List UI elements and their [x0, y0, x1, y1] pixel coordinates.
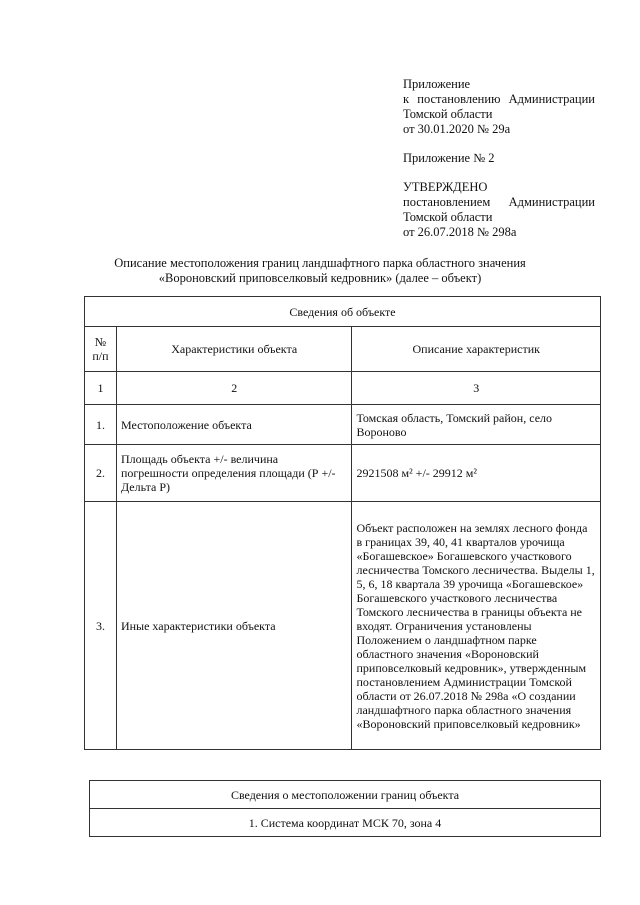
- row-desc: 2921508 м² +/- 29912 м²: [352, 445, 601, 502]
- approved-line: постановлением Администрации: [403, 195, 595, 209]
- boundary-info-table: [89, 780, 601, 837]
- appendix-number: [403, 151, 495, 166]
- coordinate-system: 1. Система координат МСК 70, зона 4: [90, 809, 601, 837]
- approved-line: УТВЕРЖДЕНО: [403, 180, 488, 194]
- header-characteristics: Характеристики объекта: [116, 327, 352, 372]
- header-num: № п/п: [85, 327, 117, 372]
- row-name: Иные характеристики объекта: [116, 502, 352, 750]
- row-num: 2.: [85, 445, 117, 502]
- appendix-line: Приложение: [403, 77, 471, 91]
- appendix-line: Томской области: [403, 107, 493, 121]
- row-num: 3.: [85, 502, 117, 750]
- title-line-2: «Вороновский приповселковый кедровник» (далее – объект): [158, 271, 482, 285]
- table-caption: Сведения о местоположении границ объекта: [90, 781, 601, 809]
- appendix-header: [403, 77, 595, 137]
- row-num: 1.: [85, 405, 117, 445]
- approved-block: [403, 180, 595, 240]
- table-caption: Сведения об объекте: [85, 297, 601, 327]
- column-number: 2: [116, 372, 352, 405]
- header-description: Описание характеристик: [352, 327, 601, 372]
- table-row: [85, 445, 601, 502]
- approved-line: Томской области: [403, 210, 493, 224]
- appendix-number-text: Приложение № 2: [403, 151, 495, 165]
- object-info-table: [84, 296, 601, 750]
- table-row: [85, 502, 601, 750]
- column-number-row: [85, 372, 601, 405]
- row-desc: Томская область, Томский район, село Вороново: [352, 405, 601, 445]
- title-line-1: Описание местоположения границ ландшафтного парка областного значения: [114, 256, 526, 270]
- document-title: [0, 256, 640, 286]
- table-caption-row: [85, 297, 601, 327]
- row-name: Площадь объекта +/- величина погрешности определения площади (Р +/- Дельта Р): [116, 445, 352, 502]
- table-row: [90, 809, 601, 837]
- column-number: 3: [352, 372, 601, 405]
- row-name: Местоположение объекта: [116, 405, 352, 445]
- table-row: [85, 405, 601, 445]
- approved-line: от 26.07.2018 № 298а: [403, 225, 517, 239]
- appendix-line: к постановлению Администрации: [403, 92, 595, 106]
- table-header-row: [85, 327, 601, 372]
- column-number: 1: [85, 372, 117, 405]
- table-caption-row: [90, 781, 601, 809]
- appendix-line: от 30.01.2020 № 29а: [403, 122, 511, 136]
- row-desc: Объект расположен на землях лесного фонда в границах 39, 40, 41 кварталов урочища «Богашевское» Богашевского участкового лесничества Томского лесничества. Выделы 1, 5, 6, 18 квартала 39 урочища «Богашевское» Богашевского участкового лесничества Томского лесничества в границы объекта не входят. Ограничения установлены Положением о ландшафтном парке областного значения «Вороновский приповселковый кедровник», утвержденным постановлением Администрации Томской области от 26.07.2018 № 298а «О создании ландшафтного парка областного значения «Вороновский приповселковый кедровник»: [352, 502, 601, 750]
